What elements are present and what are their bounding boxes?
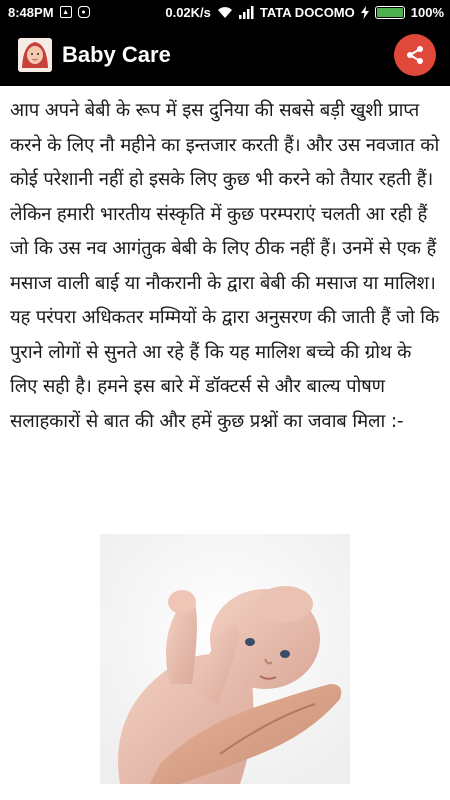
battery-level: [377, 8, 403, 17]
network-speed: 0.02K/s: [165, 4, 211, 20]
app-bar: [0, 24, 450, 86]
article-paragraph: आप अपने बेबी के रूप में इस दुनिया की सबसे बड़ी खुशी प्राप्त करने के लिए नौ महीने का इन्तजार करती हैं। और उस नवजात को कोई परेशानी नहीं हो इसके लिए कुछ भी करने को तैयार रहती हैं। लेकिन हमारी भारतीय संस्कृति में कुछ परम्पराएं चलती आ रही हैं जो कि उस नव आगंतुक बेबी के लिए ठीक नहीं हैं। उनमें से एक हैं मसाज वाली बाई या नौकरानी के द्वारा बेबी की मसाज या मालिश। यह परंपरा अधिकतर मम्मियों के द्वारा अनुसरण की जाती हैं जो कि पुराने लोगों से सुनते आ रहे हैं कि यह मालिश बच्चे की ग्रोथ के लिए सही है। हमने इस बारे में डॉक्टर्स से और बाल्य पोषण सलाहकारों से बात की और हमें कुछ प्रश्नों का जवाब मिला :-: [10, 100, 440, 432]
share-button[interactable]: [394, 34, 436, 76]
battery-percent: 100%: [410, 4, 444, 20]
app-logo-icon: [18, 38, 52, 72]
status-bar: [0, 0, 450, 24]
status-time: 8:48PM: [8, 4, 54, 20]
gallery-icon: ▲: [60, 6, 72, 18]
app-title: Baby Care: [62, 42, 171, 67]
signal-icon: [239, 6, 254, 19]
article-content[interactable]: [0, 86, 450, 800]
baby-in-hand-photo: [100, 534, 350, 784]
share-icon: [405, 45, 425, 65]
battery-icon: [375, 6, 405, 19]
carrier-name: TATA DOCOMO: [259, 4, 355, 20]
wifi-icon: [217, 6, 233, 19]
chat-icon: ●: [78, 6, 90, 18]
charging-icon: [361, 6, 369, 19]
